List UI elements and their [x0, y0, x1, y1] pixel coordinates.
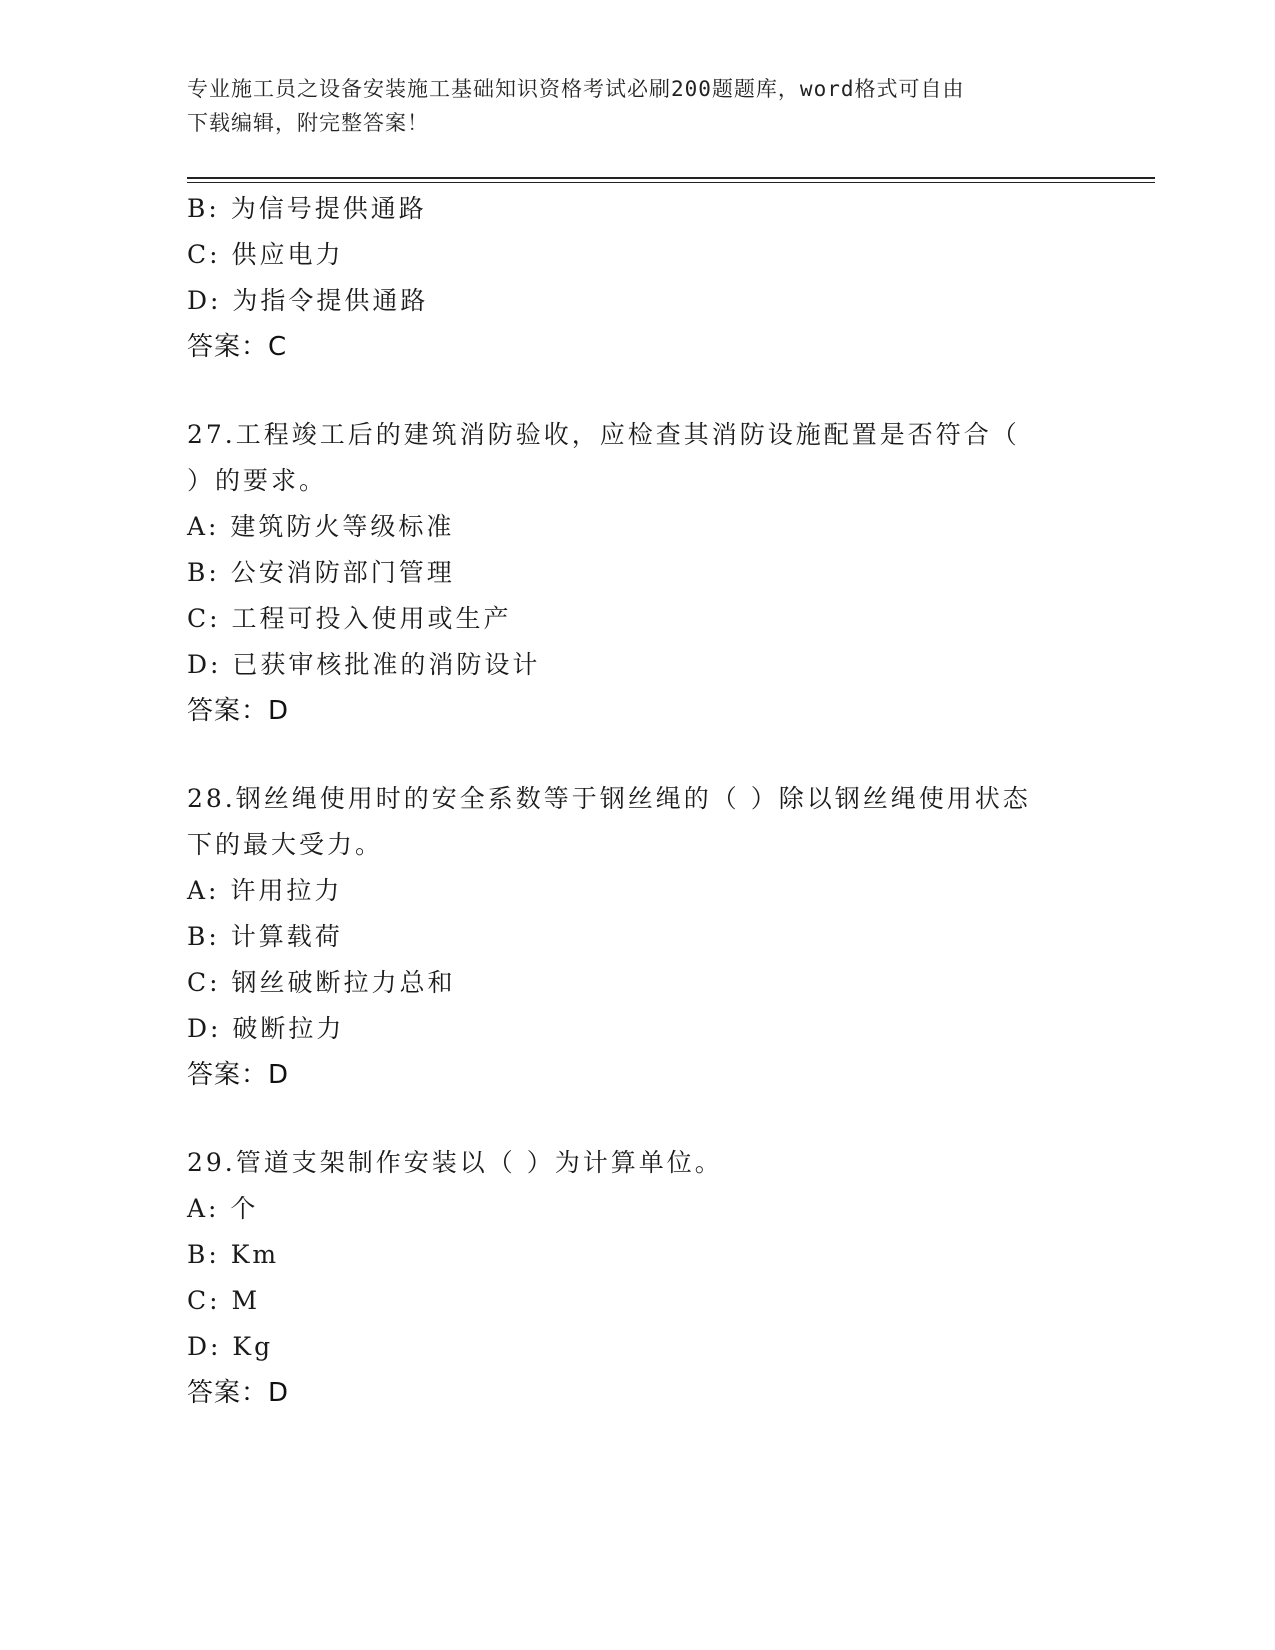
question-27: [187, 412, 1067, 734]
question-text-line-2: 下的最大受力。: [187, 830, 384, 859]
header-line-1: 专业施工员之设备安装施工基础知识资格考试必刷200题题库，word格式可自由: [187, 77, 965, 101]
spacer: [187, 1098, 1067, 1140]
header-rule-thin: [187, 182, 1155, 183]
question-text-line-1: 29.管道支架制作安装以（ ）为计算单位。: [187, 1148, 723, 1177]
option-d: D: 为指令提供通路: [187, 286, 429, 315]
option-c: C: 工程可投入使用或生产: [187, 604, 512, 633]
option-c: C: 钢丝破断拉力总和: [187, 968, 456, 997]
question-text-line-2: ）的要求。: [187, 466, 328, 495]
option-b: B: Km: [187, 1240, 280, 1269]
option-d: D: 破断拉力: [187, 1014, 345, 1043]
question-28: [187, 776, 1067, 1098]
question-list: [187, 186, 1067, 1416]
question-29: [187, 1140, 1067, 1416]
option-a: A: 许用拉力: [187, 876, 343, 905]
header-line-2: 下载编辑，附完整答案！: [187, 111, 429, 135]
document-header: [187, 72, 1087, 140]
option-c: C: 供应电力: [187, 240, 344, 269]
option-a: A: 个: [187, 1194, 259, 1223]
question-26: [187, 186, 1067, 370]
answer-line: 答案：D: [187, 1378, 290, 1408]
option-d: D: Kg: [187, 1332, 274, 1361]
spacer: [187, 370, 1067, 412]
option-b: B: 为信号提供通路: [187, 194, 427, 223]
question-text-line-1: 27.工程竣工后的建筑消防验收，应检查其消防设施配置是否符合（: [187, 420, 1020, 449]
option-d: D: 已获审核批准的消防设计: [187, 650, 541, 679]
spacer: [187, 734, 1067, 776]
header-rule-thick: [187, 177, 1155, 179]
answer-line: 答案：C: [187, 332, 288, 362]
option-b: B: 公安消防部门管理: [187, 558, 455, 587]
answer-line: 答案：D: [187, 1060, 290, 1090]
option-c: C: M: [187, 1286, 261, 1315]
question-text-line-1: 28.钢丝绳使用时的安全系数等于钢丝绳的（ ）除以钢丝绳使用状态: [187, 784, 1031, 813]
answer-line: 答案：D: [187, 696, 290, 726]
option-b: B: 计算载荷: [187, 922, 343, 951]
option-a: A: 建筑防火等级标准: [187, 512, 455, 541]
